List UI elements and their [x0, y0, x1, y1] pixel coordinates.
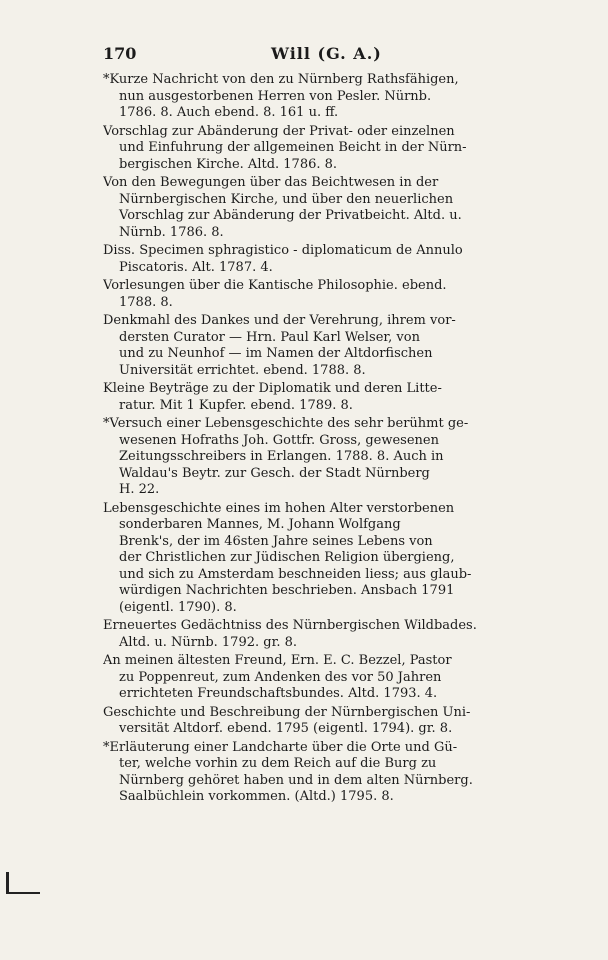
entry-line: Vorlesungen über die Kantische Philosophie. ebend. — [103, 278, 447, 293]
entry-line: Lebensgeschichte eines im hohen Alter verstorbenen — [103, 500, 455, 516]
running-title: Will (G. A.) — [271, 44, 382, 63]
entry-line: *Erläuterung einer Landcharte über die Orte und Gü- — [103, 739, 458, 755]
entry-line: *Kurze Nachricht von den zu Nürnberg Rathsfähigen, — [103, 72, 459, 87]
bibliography-entry — [103, 278, 543, 311]
bibliography-entry — [103, 740, 543, 806]
scan-mark — [6, 892, 40, 894]
entry-line: bergischen Kirche. Altd. 1786. 8. — [119, 156, 338, 172]
bibliography-entry — [103, 416, 543, 499]
entry-line: und zu Neunhof — im Namen der Altdorfischen — [119, 346, 433, 361]
bibliography-entry — [103, 175, 543, 241]
entry-line: Geschichte und Beschreibung der Nürnbergischen Uni- — [103, 704, 471, 720]
bibliography-entry — [103, 124, 543, 174]
bibliography-entry — [103, 381, 543, 414]
entry-line: Zeitungsschreibers in Erlangen. 1788. 8. Auch in — [119, 449, 444, 464]
entry-line: H. 22. — [119, 482, 160, 497]
entry-line: Nürnbergischen Kirche, und über den neuerlichen — [119, 191, 454, 207]
entry-line: und Einfuhrung der allgemeinen Beicht in der Nürn- — [119, 140, 467, 155]
entry-line: *Versuch einer Lebensgeschichte des sehr berühmt ge- — [103, 416, 469, 431]
entry-line: 1788. 8. — [119, 294, 173, 310]
entry-line: Brenk's, der im 46sten Jahre seines Lebens von — [119, 533, 433, 549]
entry-line: Von den Bewegungen über das Beichtwesen in der — [103, 175, 439, 190]
entry-line: Altd. u. Nürnb. 1792. gr. 8. — [119, 634, 298, 650]
entry-line: Piscatoris. Alt. 1787. 4. — [119, 259, 273, 275]
entry-line: Nürnb. 1786. 8. — [119, 224, 224, 240]
bibliography-entry — [103, 243, 543, 276]
entry-line: Kleine Beyträge zu der Diplomatik und deren Litte- — [103, 381, 442, 396]
entry-line: zu Poppenreut, zum Andenken des vor 50 Jahren — [119, 669, 442, 685]
entry-line: Vorschlag zur Abänderung der Privat- oder einzelnen — [103, 123, 455, 139]
entry-line: Saalbüchlein vorkommen. (Altd.) 1795. 8. — [119, 789, 394, 804]
entry-line: Vorschlag zur Abänderung der Privatbeicht. Altd. u. — [119, 208, 462, 223]
bibliography-entry — [103, 705, 543, 738]
bibliography-entry — [103, 501, 543, 617]
bibliography-entry — [103, 72, 543, 122]
entry-line: der Christlichen zur Jüdischen Religion übergieng, — [119, 550, 455, 565]
scan-mark — [6, 872, 9, 892]
entry-line: Erneuertes Gedächtniss des Nürnbergischen Wildbades. — [103, 618, 477, 633]
entry-line: sonderbaren Mannes, M. Johann Wolfgang — [119, 517, 401, 532]
entry-line: versität Altdorf. ebend. 1795 (eigentl. 1794). gr. 8. — [119, 721, 453, 736]
page-number: 170 — [103, 44, 137, 63]
bibliography-list — [103, 72, 543, 808]
entry-line: würdigen Nachrichten beschrieben. Ansbach 1791 — [119, 583, 455, 598]
entry-line: Denkmahl des Dankes und der Verehrung, ihrem vor- — [103, 313, 456, 328]
entry-line: ter, welche vorhin zu dem Reich auf die Burg zu — [119, 756, 437, 771]
entry-line: (eigentl. 1790). 8. — [119, 599, 237, 615]
entry-line: errichteten Freundschaftsbundes. Altd. 1793. 4. — [119, 686, 438, 701]
entry-line: und sich zu Amsterdam beschneiden liess; aus glaub- — [119, 566, 472, 582]
page-header — [103, 44, 543, 70]
entry-line: Waldau's Beytr. zur Gesch. der Stadt Nürnberg — [119, 465, 430, 481]
entry-line: An meinen ältesten Freund, Ern. E. C. Bezzel, Pastor — [103, 653, 452, 668]
bibliography-entry — [103, 313, 543, 379]
entry-line: wesenen Hofraths Joh. Gottfr. Gross, gewesenen — [119, 432, 439, 448]
entry-line: nun ausgestorbenen Herren von Pesler. Nürnb. — [119, 88, 432, 104]
bibliography-entry — [103, 618, 543, 651]
entry-line: Diss. Specimen sphragistico - diplomaticum de Annulo — [103, 243, 463, 258]
entry-line: 1786. 8. Auch ebend. 8. 161 u. ff. — [119, 105, 339, 120]
entry-line: ratur. Mit 1 Kupfer. ebend. 1789. 8. — [119, 397, 353, 413]
bibliography-entry — [103, 653, 543, 703]
entry-line: Universität errichtet. ebend. 1788. 8. — [119, 362, 366, 378]
entry-line: dersten Curator — Hrn. Paul Karl Welser, von — [119, 329, 420, 345]
entry-line: Nürnberg gehöret haben und in dem alten Nürnberg. — [119, 772, 473, 788]
